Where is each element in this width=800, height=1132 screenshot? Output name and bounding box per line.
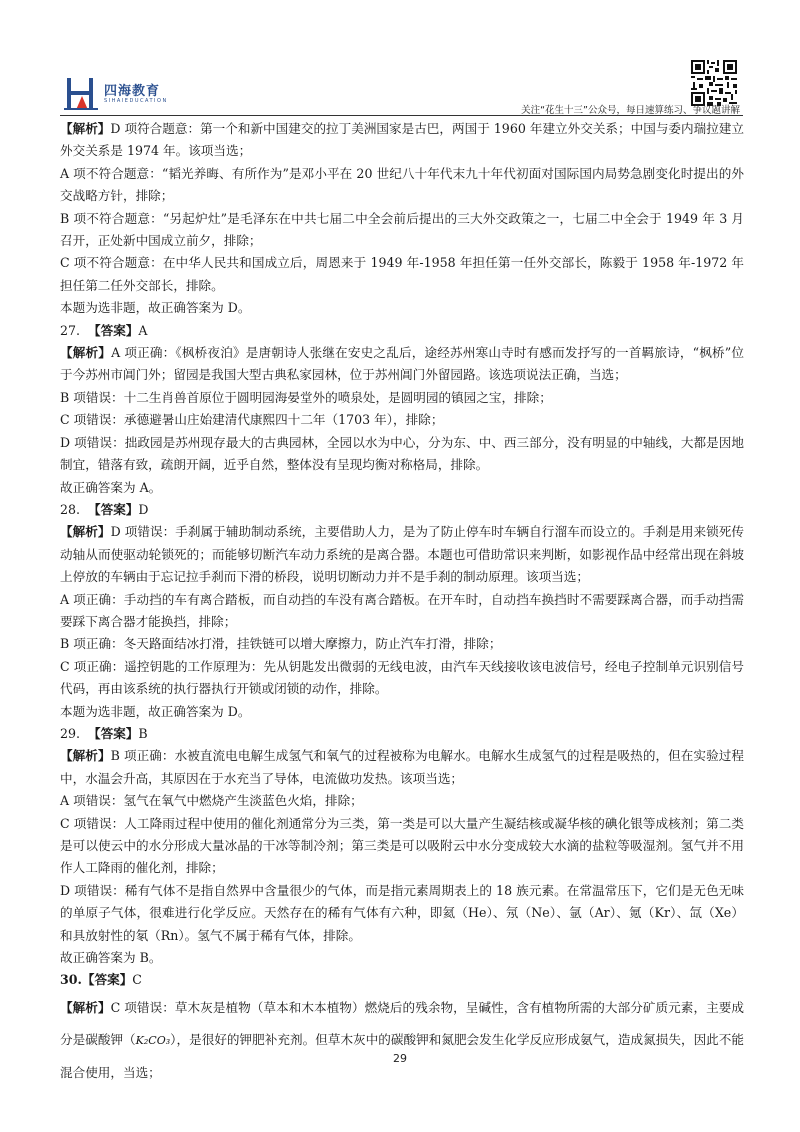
q26-option-a-paragraph: A 项不符合题意：“韬光养晦、有所作为”是邓小平在 20 世纪八十年代末九十年代初面对国际国内局势急剧变化时提出的外交战略方针，排除； xyxy=(60,165,744,204)
q26-analysis-paragraph xyxy=(60,118,744,163)
q28-option-c-paragraph: C 项正确：遥控钥匙的工作原理为：先从钥匙发出微弱的无线电波，由汽车天线接收该电波信号，经电子控制单元识别信号代码，再由该系统的执行器执行开锁或闭锁的动作，排除。 xyxy=(60,658,744,697)
analysis-tag: 【解析】 xyxy=(60,345,112,361)
page-number: 29 xyxy=(393,1052,407,1065)
paragraph-text: A 项正确：《枫桥夜泊》是唐朝诗人张继在安史之乱后，途经苏州寒山寺时有感而发抒写的一首羁旅诗，“枫桥”位于今苏州市阊门外；留园是我国大型古典私家园林，位于苏州阊门外留园路。该选项说法正确，当选； xyxy=(60,345,744,383)
analysis-tag: 【解析】 xyxy=(60,524,111,540)
q30-analysis-paragraph xyxy=(60,992,744,1089)
q28-analysis-paragraph xyxy=(60,521,744,588)
qr-code-icon xyxy=(691,60,737,106)
page-header xyxy=(0,0,800,118)
answer-tag: 【答案】 xyxy=(88,501,139,517)
q29-analysis-paragraph xyxy=(60,745,744,790)
paragraph-text-continued: ），是很好的钾肥补充剂。但草木灰中的碳酸钾和氮肥会发生化学反应形成氨气，造成氮损失，因此不能混合使用，当选； xyxy=(60,1031,744,1080)
answer-letter: C xyxy=(132,972,142,988)
q29-option-d-paragraph: D 项错误：稀有气体不是指自然界中含量很少的气体，而是指元素周期表上的 18 族元素。在常温常压下，它们是无色无味的单原子气体，很难进行化学反应。天然存在的稀有气体有六种，即氦（He）、氖（Ne）、氩（Ar）、氪（Kr）、氙（Xe）和具放射性的氡（Rn）。氢气不属于稀有气体，排除。 xyxy=(60,882,744,943)
q28-conclusion: 本题为选非题，故正确答案为 D。 xyxy=(60,703,251,719)
logo-mark-icon xyxy=(64,74,100,112)
paragraph-text: D 项错误：手刹属于辅助制动系统，主要借助人力，是为了防止停车时车辆自行溜车而设立的。手刹是用来锁死传动轴从而使驱动轮锁死的；而能够切断汽车动力系统的是离合器。本题也可借助常识来判断，如影视作品中经常出现在斜坡上停放的车辆由于忘记拉手刹而下滑的桥段，说明切断动力并不是手刹的制动原理。该项当选； xyxy=(60,524,744,585)
q29-option-c-paragraph: C 项错误：人工降雨过程中使用的催化剂通常分为三类，第一类是可以大量产生凝结核或凝华核的碘化银等成核剂；第二类是可以使云中的水分形成大量冰晶的干冰等制冷剂；第三类是可以吸附云中水分变成较大水滴的盐粒等吸湿剂。氢气并不用作人工降雨的催化剂，排除； xyxy=(60,815,744,876)
question-number: 28. xyxy=(60,501,81,517)
paragraph-text: C 项错误：草木灰是植物（草本和木本植物）燃烧后的残余物，呈碱性，含有植物所需的大部分矿质元素，主要成分是碳酸钾（ xyxy=(60,999,744,1047)
answer-explanations xyxy=(60,118,744,1089)
paragraph-text: D 项符合题意：第一个和新中国建交的拉丁美洲国家是古巴，两国于 1960 年建立外交关系；中国与委内瑞拉建立外交关系是 1974 年。该项当选； xyxy=(60,121,744,159)
q27-analysis-paragraph xyxy=(60,342,744,387)
question-number: 30. xyxy=(60,972,82,988)
q29-answer-line xyxy=(60,723,744,745)
logo-english-text: SIHAIEDUCATION xyxy=(104,98,168,104)
q30-answer-line xyxy=(60,969,744,991)
answer-tag: 【答案】 xyxy=(88,725,139,741)
header-tagline: 关注“花生十三”公众号，每日速算练习、争议题讲解 xyxy=(521,105,740,116)
q28-option-b-paragraph: B 项正确：冬天路面结冰打滑，挂铁链可以增大摩擦力，防止汽车打滑，排除； xyxy=(60,636,502,652)
header-divider xyxy=(60,115,743,116)
analysis-tag: 【解析】 xyxy=(60,748,111,764)
q27-option-d-paragraph: D 项错误：拙政园是苏州现存最大的古典园林，全园以水为中心，分为东、中、西三部分，没有明显的中轴线，大都是因地制宜，错落有致，疏朗开阔，近乎自然，整体没有呈现均衡对称格局，排除。 xyxy=(60,434,744,473)
q26-option-c-paragraph: C 项不符合题意：在中华人民共和国成立后，周恩来于 1949 年-1958 年担任第一任外交部长，陈毅于 1958 年-1972 年担任第二任外交部长，排除。 xyxy=(60,255,744,293)
analysis-tag: 【解析】 xyxy=(60,999,111,1015)
q26-option-b-paragraph: B 项不符合题意：“另起炉灶”是毛泽东在中共七届二中全会前后提出的三大外交政策之一，七届二中全会于 1949 年 3 月召开，正处新中国成立前夕，排除； xyxy=(60,210,744,249)
q28-answer-line xyxy=(60,499,744,521)
question-number: 29. xyxy=(60,725,81,741)
logo xyxy=(64,74,174,114)
q28-option-a-paragraph: A 项正确：手动挡的车有离合踏板，而自动挡的车没有离合踏板。在开车时，自动挡车换挡时不需要踩离合器，而手动挡需要踩下离合器才能换挡，排除； xyxy=(60,591,744,629)
analysis-tag: 【解析】 xyxy=(60,121,111,136)
q26-conclusion: 本题为选非题，故正确答案为 D。 xyxy=(60,300,251,316)
q27-answer-line xyxy=(60,320,744,342)
paragraph-text: B 项正确：水被直流电电解生成氢气和氧气的过程被称为电解水。电解水生成氢气的过程是吸热的，但在实验过程中，水温会升高，其原因在于水充当了导体，电流做功发热。该项当选； xyxy=(60,748,744,786)
answer-tag: 【答案】 xyxy=(81,972,133,988)
q27-conclusion: 故正确答案为 A。 xyxy=(60,479,162,495)
q29-conclusion: 故正确答案为 B。 xyxy=(60,950,162,966)
logo-chinese-text: 四海教育 xyxy=(104,84,161,99)
answer-letter: B xyxy=(138,725,148,741)
chemical-formula: K₂CO₃ xyxy=(135,1033,171,1047)
answer-tag: 【答案】 xyxy=(88,322,139,338)
answer-letter: D xyxy=(138,501,149,517)
q29-option-a-paragraph: A 项错误：氢气在氧气中燃烧产生淡蓝色火焰，排除； xyxy=(60,793,363,809)
q27-option-c-paragraph: C 项错误：承德避暑山庄始建清代康熙四十二年（1703 年），排除； xyxy=(60,412,444,428)
question-number: 27. xyxy=(60,322,81,338)
q27-option-b-paragraph: B 项错误：十二生肖兽首原位于圆明园海晏堂外的喷泉处，是圆明园的镇园之宝，排除； xyxy=(60,389,552,405)
answer-letter: A xyxy=(138,322,148,338)
